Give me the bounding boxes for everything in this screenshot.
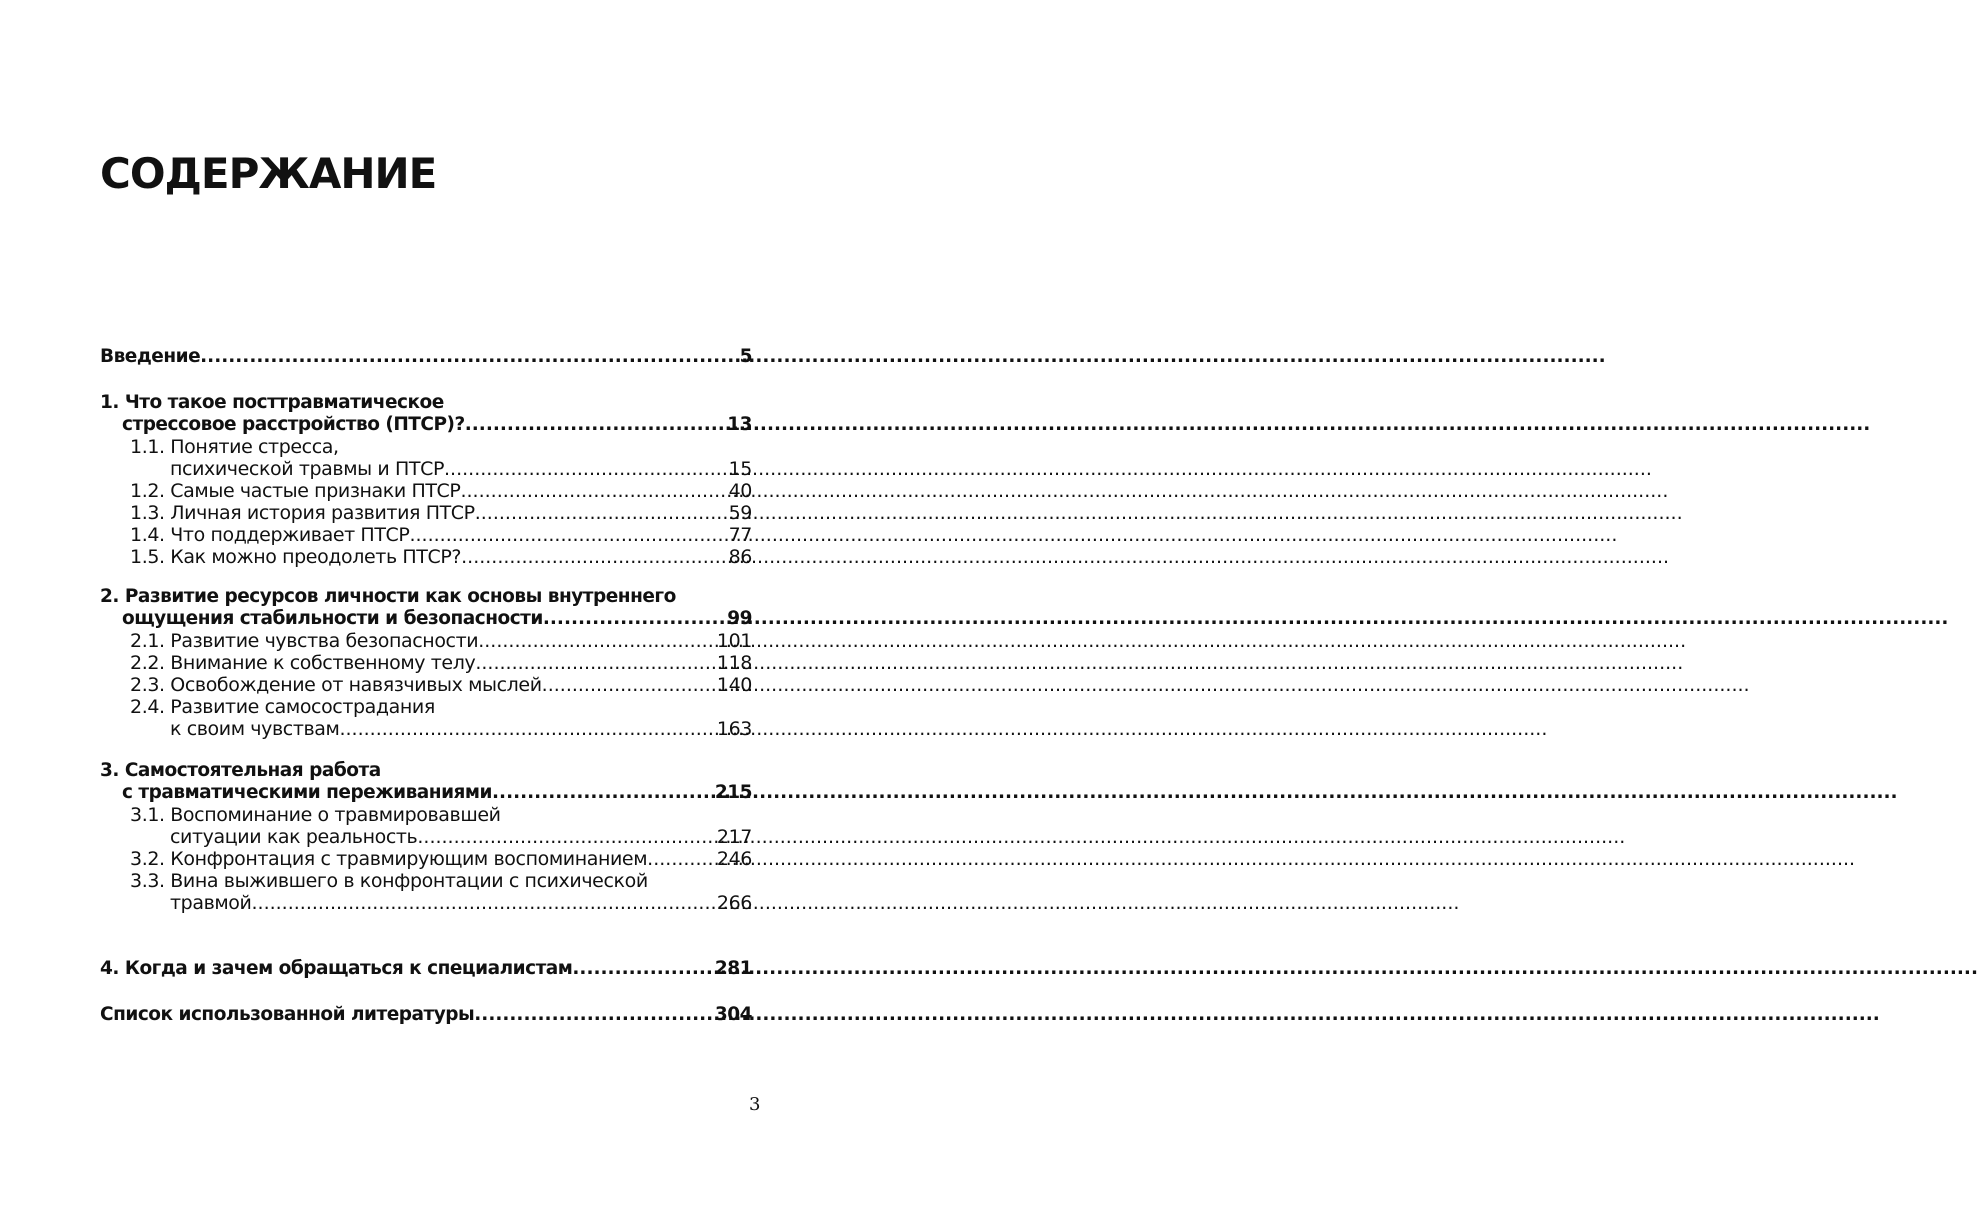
dot-leader: [572, 958, 712, 980]
dot-leader: [647, 848, 715, 870]
toc-entry-page: 304: [714, 1004, 752, 1025]
dot-leader: [465, 414, 726, 436]
toc-entry-label: 3.2. Конфронтация с травмирующим воспоминанием: [130, 848, 648, 870]
toc-entry-label: психической травмы и ПТСР: [170, 458, 445, 480]
toc-section-3-1-line1[interactable]: [100, 804, 752, 826]
toc-section-3-3-line1[interactable]: [100, 870, 752, 892]
toc-entry-label: 2. Развитие ресурсов личности как основы внутреннего: [100, 586, 676, 607]
dot-leader: [444, 458, 727, 480]
toc-entry-label: 1.1. Понятие стресса,: [130, 436, 339, 458]
dot-leader: [417, 826, 715, 848]
toc-chapter-3-line1[interactable]: [100, 760, 752, 782]
toc-entry-label: ощущения стабильности и безопасности: [122, 608, 543, 629]
dot-leader: [478, 630, 715, 652]
toc-section-1-3[interactable]: [100, 502, 752, 524]
page-number: 3: [749, 1094, 761, 1115]
dot-leader: [475, 502, 727, 524]
toc-section-3-3-line2[interactable]: [100, 892, 752, 914]
dot-leader: [474, 1004, 713, 1026]
toc-entry-label: с травматическими переживаниями: [122, 782, 493, 803]
toc-entry-label: 4. Когда и зачем обращаться к специалистам: [100, 958, 573, 979]
toc-entry-page: 101: [716, 630, 752, 652]
toc-entry-page: 215: [714, 782, 752, 803]
toc-section-1-5[interactable]: [100, 546, 752, 568]
toc-entry-page: 246: [716, 848, 752, 870]
toc-section-1-2[interactable]: [100, 480, 752, 502]
toc-section-2-2[interactable]: [100, 652, 752, 674]
toc-entry-label: 1.2. Самые частые признаки ПТСР: [130, 480, 461, 502]
toc-chapter-3-line2[interactable]: [100, 782, 752, 804]
toc-section-2-4-line1[interactable]: [100, 696, 752, 718]
toc-entry-label: 1. Что такое посттравматическое: [100, 392, 444, 413]
toc-entry-label: 2.2. Внимание к собственному телу: [130, 652, 476, 674]
dot-leader: [475, 652, 715, 674]
dot-leader: [409, 524, 726, 546]
toc-entry-page: 40: [728, 480, 752, 502]
toc-section-2-1[interactable]: [100, 630, 752, 652]
toc-chapter-2-line1[interactable]: [100, 586, 752, 608]
toc-chapter-1-line2[interactable]: [100, 414, 752, 436]
toc-entry-page: 266: [716, 892, 752, 914]
toc-entry-page: 77: [728, 524, 752, 546]
toc-entry-label: 1.5. Как можно преодолеть ПТСР?: [130, 546, 462, 568]
toc-section-1-4[interactable]: [100, 524, 752, 546]
toc-entry-label: 2.3. Освобождение от навязчивых мыслей: [130, 674, 542, 696]
toc-entry-intro[interactable]: [100, 346, 752, 368]
dot-leader: [492, 782, 713, 804]
table-of-contents: [100, 346, 752, 1026]
toc-entry-label: ситуации как реальность: [170, 826, 418, 848]
toc-entry-page: 13: [727, 414, 752, 435]
toc-section-1-1-line2[interactable]: [100, 458, 752, 480]
dot-leader: [200, 346, 737, 368]
toc-section-2-4-line2[interactable]: [100, 718, 752, 740]
dot-leader: [251, 892, 714, 914]
page-title: СОДЕРЖАНИЕ: [100, 149, 437, 198]
toc-references[interactable]: [100, 1004, 752, 1026]
dot-leader: [461, 546, 727, 568]
toc-section-1-1-line1[interactable]: [100, 436, 752, 458]
toc-entry-page: 5: [739, 346, 752, 367]
dot-leader: [339, 718, 714, 740]
toc-entry-label: 3.3. Вина выжившего в конфронтации с психической: [130, 870, 648, 892]
toc-section-2-3[interactable]: [100, 674, 752, 696]
dot-leader: [543, 608, 725, 630]
toc-entry-label: 3.1. Воспоминание о травмировавшей: [130, 804, 501, 826]
toc-entry-label: Список использованной литературы: [100, 1004, 475, 1025]
toc-entry-label: стрессовое расстройство (ПТСР)?: [122, 414, 465, 435]
toc-section-3-1-line2[interactable]: [100, 826, 752, 848]
toc-chapter-2-line2[interactable]: [100, 608, 752, 630]
dot-leader: [460, 480, 726, 502]
toc-entry-page: 59: [728, 502, 752, 524]
toc-entry-page: 86: [728, 546, 752, 568]
toc-entry-page: 140: [716, 674, 752, 696]
toc-entry-label: травмой: [170, 892, 252, 914]
toc-entry-label: 3. Самостоятельная работа: [100, 760, 381, 781]
toc-entry-page: 118: [716, 652, 752, 674]
toc-entry-label: 1.4. Что поддерживает ПТСР: [130, 524, 410, 546]
toc-chapter-4[interactable]: [100, 958, 752, 980]
dot-leader: [542, 674, 715, 696]
toc-entry-label: к своим чувствам: [170, 718, 340, 740]
toc-entry-label: 2.4. Развитие самосострадания: [130, 696, 435, 718]
toc-chapter-1-line1[interactable]: [100, 392, 752, 414]
toc-entry-label: Введение: [100, 346, 201, 367]
toc-entry-page: 163: [716, 718, 752, 740]
toc-entry-label: 1.3. Личная история развития ПТСР: [130, 502, 475, 524]
toc-entry-page: 217: [716, 826, 752, 848]
toc-entry-page: 15: [728, 458, 752, 480]
toc-entry-page: 99: [727, 608, 752, 629]
toc-entry-page: 281: [714, 958, 752, 979]
toc-entry-label: 2.1. Развитие чувства безопасности: [130, 630, 479, 652]
toc-section-3-2[interactable]: [100, 848, 752, 870]
